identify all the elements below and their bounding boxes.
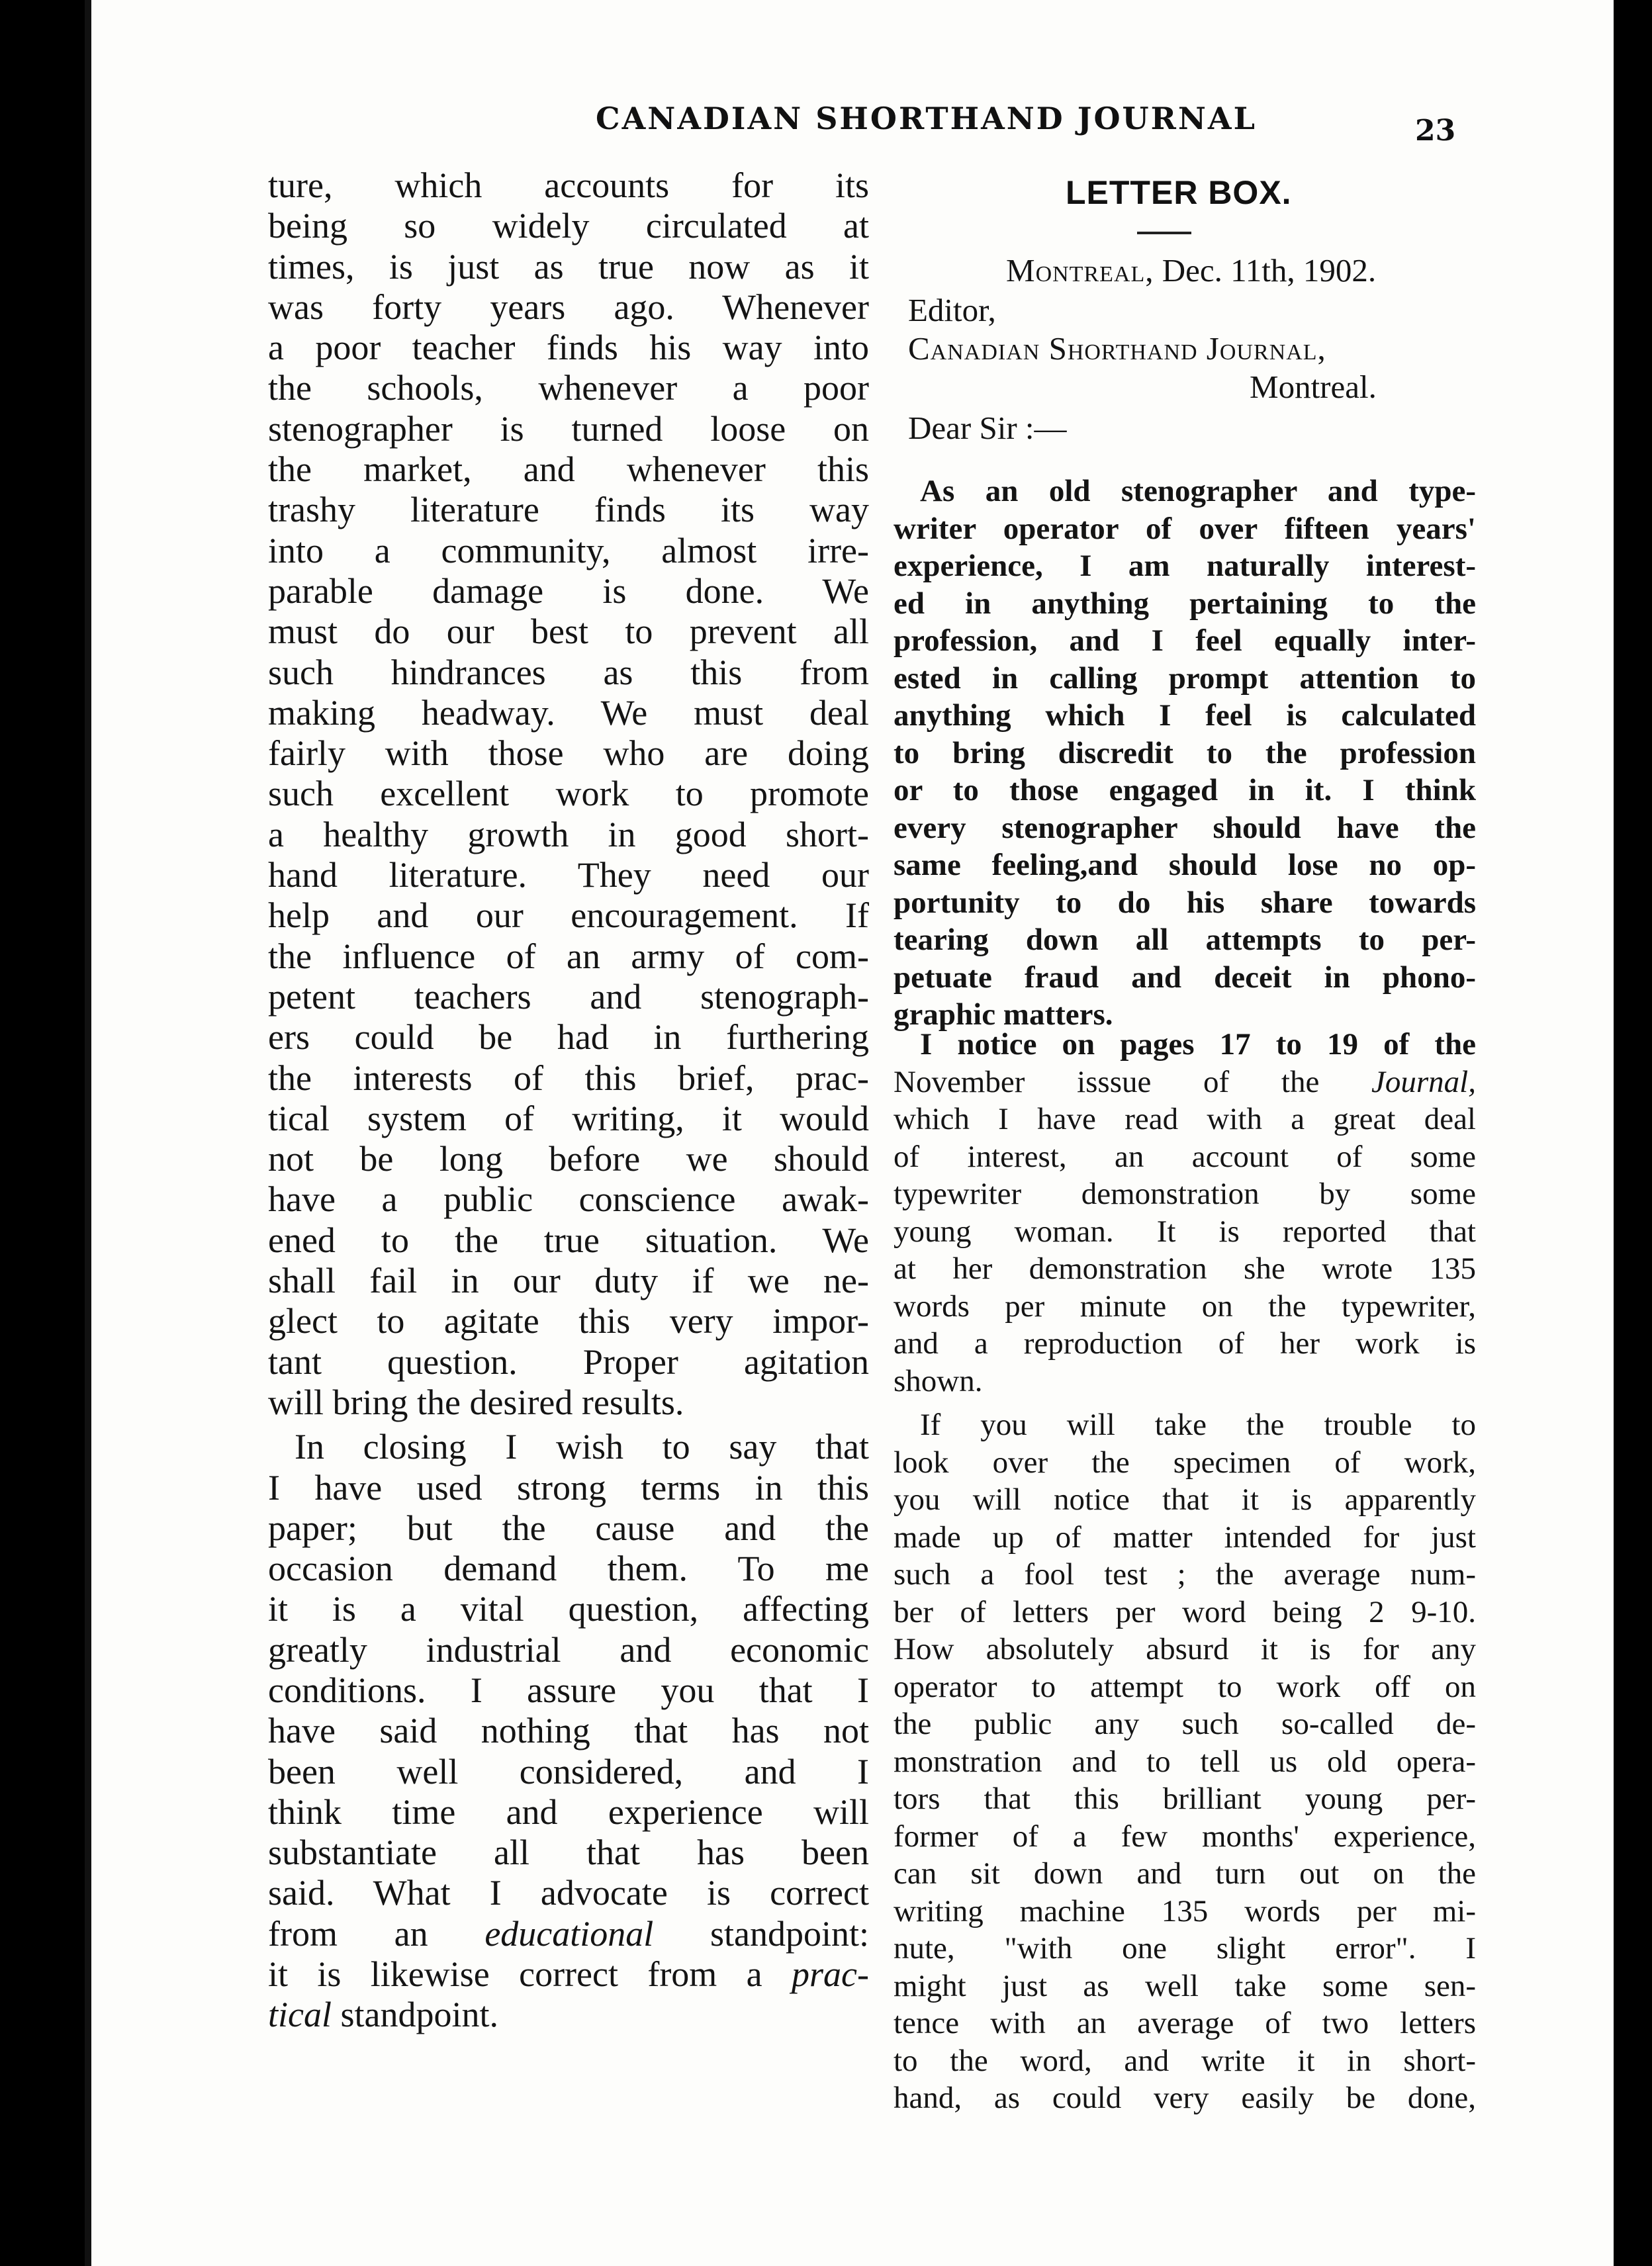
left-paragraph-1 bbox=[268, 165, 869, 1382]
text-line: portunity to do his share towards bbox=[894, 885, 1476, 920]
text-line: November isssue of the Journal, bbox=[894, 1064, 1476, 1099]
text-line: nute, "with one slight error". I bbox=[894, 1931, 1476, 1966]
page-right-edge bbox=[1614, 0, 1619, 2266]
text-line: words per minute on the typewriter, bbox=[894, 1289, 1476, 1324]
text-line: a healthy growth in good short- bbox=[268, 814, 869, 854]
text-line: I notice on pages 17 to 19 of the bbox=[920, 1027, 1476, 1062]
text-line: times, is just as true now as it bbox=[268, 246, 869, 287]
text-line: substantiate all that has been bbox=[268, 1833, 869, 1873]
text-line: the interests of this brief, prac- bbox=[268, 1058, 869, 1098]
text-line: If you will take the trouble to bbox=[920, 1408, 1476, 1442]
text-line: shown. bbox=[894, 1363, 983, 1398]
text-line: the influence of an army of com- bbox=[268, 936, 869, 976]
text-line: shall fail in our duty if we ne- bbox=[268, 1261, 869, 1301]
text-line: you will notice that it is apparently bbox=[894, 1482, 1476, 1517]
text-line: ber of letters per word being 2 9-10. bbox=[894, 1594, 1476, 1629]
text-line: tical system of writing, it would bbox=[268, 1098, 869, 1138]
dear-sir: Dear Sir :— bbox=[908, 410, 1067, 446]
text-line: ers could be had in furthering bbox=[268, 1017, 869, 1058]
text-line: writer operator of over fifteen years' bbox=[894, 511, 1476, 546]
text-line: young woman. It is reported that bbox=[894, 1214, 1476, 1249]
text-line: the schools, whenever a poor bbox=[268, 368, 869, 408]
text-line: have a public conscience awak- bbox=[268, 1179, 869, 1220]
text-line: petuate fraud and deceit in phono- bbox=[894, 960, 1476, 995]
text-line: it is likewise correct from a prac- bbox=[268, 1954, 869, 1995]
letter-paragraph-2 bbox=[894, 1101, 1476, 1363]
text-line: to the word, and write it in short- bbox=[894, 2043, 1476, 2078]
text-line: operator to attempt to work off on bbox=[894, 1669, 1476, 1704]
journal-name: Canadian Shorthand Journal, bbox=[908, 330, 1326, 367]
text-line: monstration and to tell us old opera- bbox=[894, 1744, 1476, 1779]
text-line: from an educational standpoint: bbox=[268, 1913, 869, 1954]
page-left-edge bbox=[85, 0, 91, 2266]
text-line: ested in calling prompt attention to bbox=[894, 660, 1476, 696]
letter-box-heading: LETTER BOX. bbox=[1066, 174, 1292, 211]
text-line: which I have read with a great deal bbox=[894, 1102, 1476, 1136]
text-line: at her demonstration she wrote 135 bbox=[894, 1251, 1476, 1286]
text-line: tearing down all attempts to per- bbox=[894, 923, 1476, 957]
text-line: it is a vital question, affecting bbox=[268, 1589, 869, 1629]
letter-paragraph-3 bbox=[894, 1406, 1476, 2117]
text-line: graphic matters. bbox=[894, 997, 1113, 1032]
text-line: every stenographer should have the bbox=[894, 810, 1476, 845]
text-line: trashy literature finds its way bbox=[268, 490, 869, 530]
left-paragraph-2 bbox=[268, 1427, 869, 1914]
text-line: was forty years ago. Whenever bbox=[268, 287, 869, 327]
text-line: glect to agitate this very impor- bbox=[268, 1301, 869, 1341]
text-line: such a fool test ; the average num- bbox=[894, 1557, 1476, 1592]
text-line: In closing I wish to say that bbox=[295, 1427, 869, 1467]
text-line: will bring the desired results. bbox=[268, 1382, 684, 1422]
right-column bbox=[894, 473, 1476, 1034]
text-line: ed in anything pertaining to the bbox=[894, 586, 1476, 621]
text-line: hand, as could very easily be done, bbox=[894, 2081, 1476, 2115]
text-line: the market, and whenever this bbox=[268, 449, 869, 490]
text-line: tence with an average of two letters bbox=[894, 2006, 1476, 2040]
text-line: and a reproduction of her work is bbox=[894, 1326, 1476, 1361]
running-title: CANADIAN SHORTHAND JOURNAL bbox=[596, 101, 1257, 136]
text-line: hand literature. They need our bbox=[268, 855, 869, 895]
text-line: must do our best to prevent all bbox=[268, 612, 869, 652]
text-line: might just as well take some sen- bbox=[894, 1968, 1476, 2003]
text-line: typewriter demonstration by some bbox=[894, 1177, 1476, 1211]
page-number: 23 bbox=[1415, 114, 1456, 148]
text-line: parable damage is done. We bbox=[268, 570, 869, 611]
text-line: I have used strong terms in this bbox=[268, 1467, 869, 1508]
letter-dateline: Montreal, Dec. 11th, 1902. bbox=[1006, 252, 1377, 289]
text-line: a poor teacher finds his way into bbox=[268, 328, 869, 368]
text-line: tant question. Proper agitation bbox=[268, 1341, 869, 1382]
letter-paragraph-1 bbox=[894, 473, 1476, 996]
text-line: have said nothing that has not bbox=[268, 1711, 869, 1751]
text-line: paper; but the cause and the bbox=[268, 1508, 869, 1548]
text-line: making headway. We must deal bbox=[268, 692, 869, 733]
journal-city: Montreal. bbox=[1250, 369, 1377, 405]
text-line: into a community, almost irre- bbox=[268, 530, 869, 570]
text-line: look over the specimen of work, bbox=[894, 1445, 1476, 1480]
text-line: to bring discredit to the profession bbox=[894, 735, 1476, 770]
text-line: the public any such so-called de- bbox=[894, 1707, 1476, 1741]
text-line: same feeling,and should lose no op- bbox=[894, 848, 1476, 882]
left-column bbox=[268, 165, 869, 2036]
text-line: being so widely circulated at bbox=[268, 206, 869, 246]
text-line: or to those engaged in it. I think bbox=[894, 773, 1476, 807]
text-line: writing machine 135 words per mi- bbox=[894, 1893, 1476, 1928]
text-line: stenographer is turned loose on bbox=[268, 408, 869, 449]
text-line: not be long before we should bbox=[268, 1139, 869, 1179]
text-line: tical standpoint. bbox=[268, 1995, 498, 2035]
text-line: greatly industrial and economic bbox=[268, 1629, 869, 1670]
text-line: can sit down and turn out on the bbox=[894, 1856, 1476, 1891]
text-line: anything which I feel is calculated bbox=[894, 698, 1476, 733]
text-line: fairly with those who are doing bbox=[268, 733, 869, 774]
text-line: of interest, an account of some bbox=[894, 1139, 1476, 1174]
text-line: been well considered, and I bbox=[268, 1751, 869, 1791]
text-line: tors that this brilliant young per- bbox=[894, 1782, 1476, 1816]
text-line: such excellent work to promote bbox=[268, 774, 869, 814]
text-line: think time and experience will bbox=[268, 1791, 869, 1832]
text-line: former of a few months' experience, bbox=[894, 1819, 1476, 1854]
text-line: petent teachers and stenograph- bbox=[268, 976, 869, 1017]
text-line: conditions. I assure you that I bbox=[268, 1670, 869, 1710]
text-line: profession, and I feel equally inter- bbox=[894, 623, 1476, 658]
text-line: help and our encouragement. If bbox=[268, 895, 869, 936]
text-line: How absolutely absurd it is for any bbox=[894, 1632, 1476, 1666]
heading-rule bbox=[1137, 232, 1191, 234]
text-line: made up of matter intended for just bbox=[894, 1519, 1476, 1555]
text-line: ened to the true situation. We bbox=[268, 1220, 869, 1260]
text-line: As an old stenographer and type- bbox=[920, 474, 1476, 508]
text-line: such hindrances as this from bbox=[268, 652, 869, 692]
text-line: said. What I advocate is correct bbox=[268, 1873, 869, 1913]
text-line: experience, I am naturally interest- bbox=[894, 549, 1476, 583]
text-line: occasion demand them. To me bbox=[268, 1549, 869, 1589]
salutation-editor: Editor, bbox=[908, 292, 996, 328]
text-line: ture, which accounts for its bbox=[268, 165, 869, 205]
right-column-continued bbox=[894, 1026, 1476, 2117]
